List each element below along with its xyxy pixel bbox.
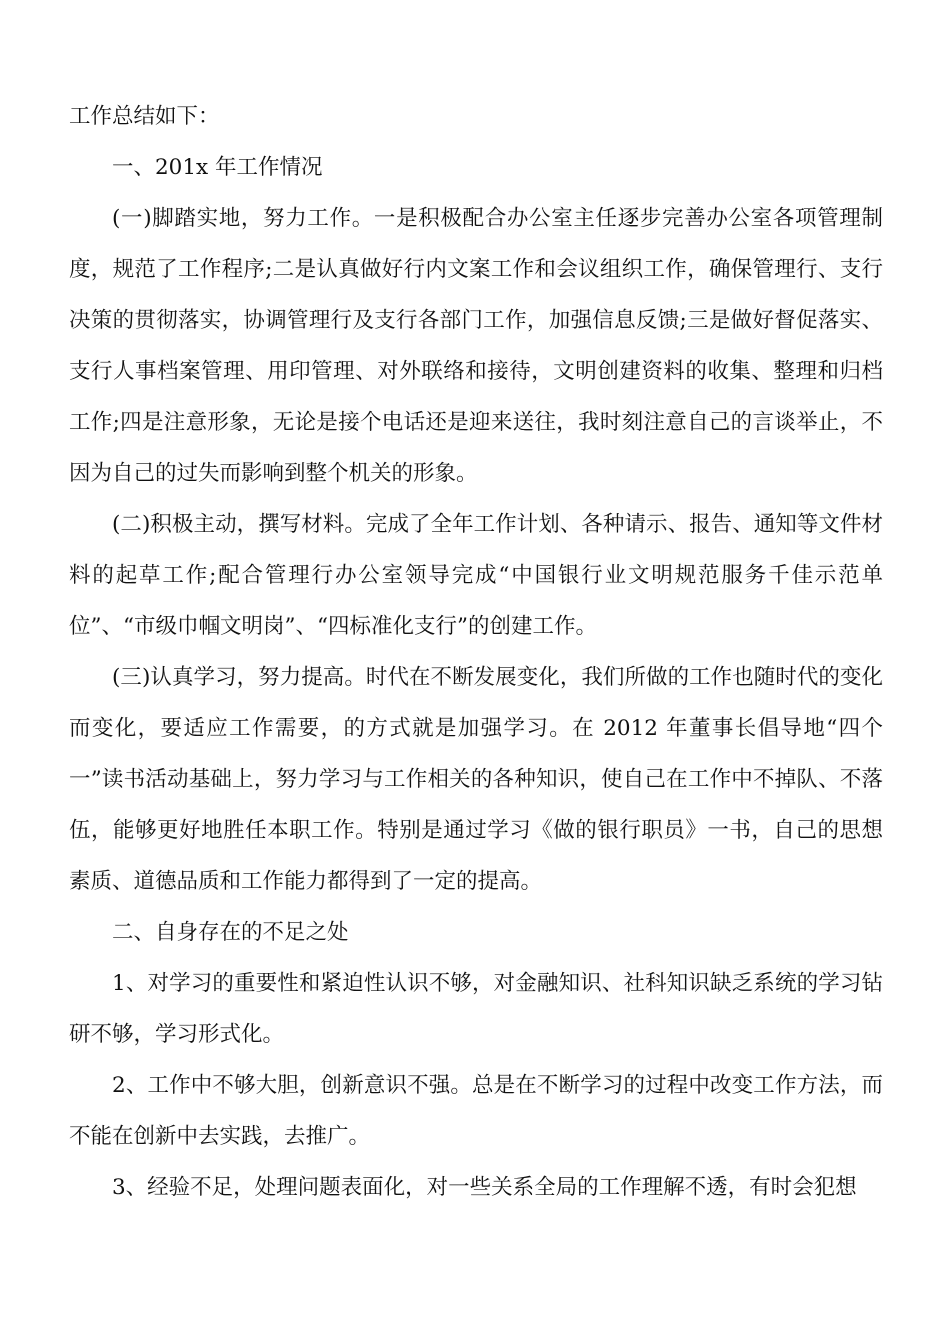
document-body [69,91,883,1213]
paragraph-work-2: (二)积极主动，撰写材料。完成了全年工作计划、各种请示、报告、通知等文件材料的起草工作;配合管理行办公室领导完成“中国银行业文明规范服务千佳示范单位”、“市级巾帼文明岗”、“四标准化支行”的创建工作。 [69,512,883,639]
paragraph-work-1: (一)脚踏实地，努力工作。一是积极配合办公室主任逐步完善办公室各项管理制度，规范了工作程序;二是认真做好行内文案工作和会议组织工作，确保管理行、支行决策的贯彻落实，协调管理行及支行各部门工作，加强信息反馈;三是做好督促落实、支行人事档案管理、用印管理、对外联络和接待，文明创建资料的收集、整理和归档工作;四是注意形象，无论是接个电话还是迎来送往，我时刻注意自己的言谈举止，不因为自己的过失而影响到整个机关的形象。 [69,206,883,486]
paragraph-shortcoming-2: 2、工作中不够大胆，创新意识不强。总是在不断学习的过程中改变工作方法，而不能在创新中去实践，去推广。 [69,1073,883,1149]
intro-line: 工作总结如下： [69,104,220,129]
section-heading-1: 一、201x 年工作情况 [112,155,323,180]
paragraph-shortcoming-1: 1、对学习的重要性和紧迫性认识不够，对金融知识、社科知识缺乏系统的学习钻研不够，学习形式化。 [69,971,883,1047]
section-heading-2: 二、自身存在的不足之处 [112,920,349,945]
paragraph-shortcoming-3: 3、经验不足，处理问题表面化，对一些关系全局的工作理解不透，有时会犯想 [112,1175,857,1200]
paragraph-work-3: (三)认真学习，努力提高。时代在不断发展变化，我们所做的工作也随时代的变化而变化，要适应工作需要，的方式就是加强学习。在 2012 年董事长倡导地“四个一”读书活动基础上，努力学习与工作相关的各种知识，使自己在工作中不掉队、不落伍，能够更好地胜任本职工作。特别是通过学习《做的银行职员》一书，自己的思想素质、道德品质和工作能力都得到了一定的提高。 [69,665,883,894]
